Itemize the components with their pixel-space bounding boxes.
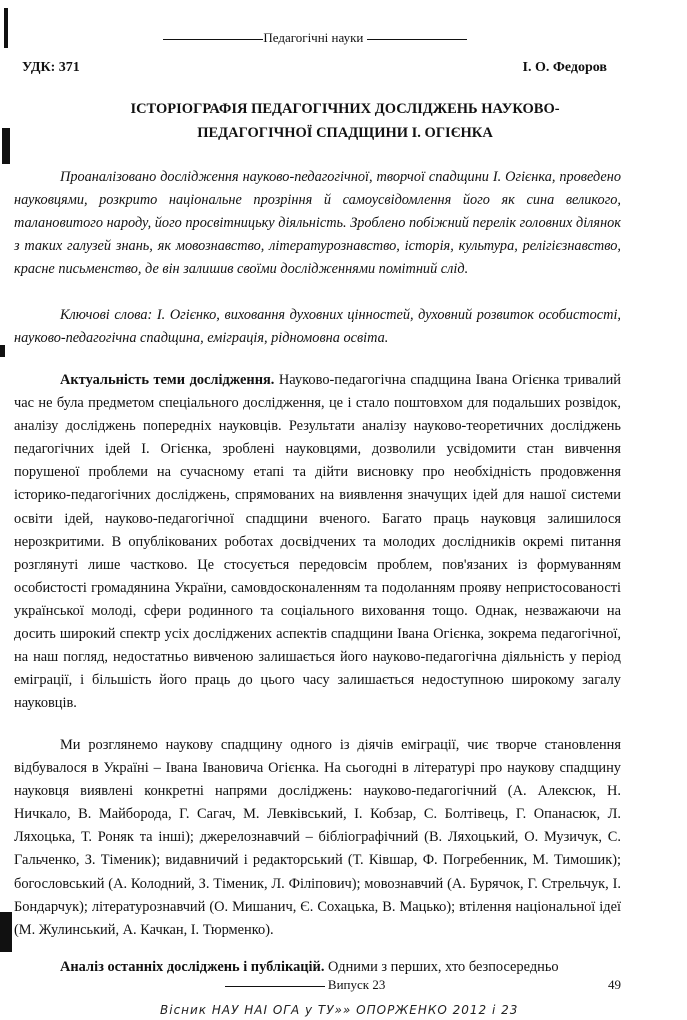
issue-label: Випуск 23 (327, 977, 386, 992)
paragraph-text: Науково-педагогічна спадщина Івана Огієнка тривалий час не була предметом спеціального дослідження, це і стало поштовхом для подальших розвідок, аналізу досліджень попередніх науковців. Результати аналізу науково-теоретичних досліджень педагогічних ідей І. Огієнка, зроблені науковцями, дозволили усвідомити стан вивчення порушеної проблеми на сучасному етапі та дійти висновку про необхідність продовження історико-педагогічних досліджень, спрямованих на виявлення значущих ідей для нашої системи освіти ідей, науково-педагогічної спадщини вченого. Багато праць науковця залишилося нерозкритими. В опублікованих роботах досвідчених та молодих дослідників окремі питання розглянуті лише частково. Це стосується передовсім проблем, пов'язаних із формуванням особистості громадянина України, самовдосконаленням та подоланням прояву непристосованості української молоді, сфери родинного та соціального виховання тощо. Однак, незважаючи на досить широкий спектр усіх досліджених аспектів спадщини Івана Огієнка, зокрема педагогічної, на наш погляд, недостатньо вивченою залишається його науково-педагогічна діяльність у період еміграції, і більшість його праць до цього часу залишається недоступною широкому загалу науковців. (14, 372, 621, 712)
handwritten-note: Вісник НАУ НАІ ОГА у ТУ»» ОПОРЖЕНКО 2012 і 23 (160, 1003, 519, 1017)
header-rule-right (367, 39, 467, 40)
scan-mark (0, 345, 5, 357)
running-header (150, 30, 480, 46)
paragraph-heading: Аналіз останніх досліджень і публікацій. (60, 959, 325, 975)
footer-rule-left (225, 986, 325, 987)
keywords: Ключові слова: І. Огієнко, виховання духовних цінностей, духовний розвиток особистості, науково-педагогічна спадщина, еміграція, рідномовна освіта. (14, 307, 621, 346)
udk-code: УДК: 371 (22, 60, 80, 75)
issue-number (170, 977, 440, 993)
page-number: 49 (608, 977, 621, 992)
abstract: Проаналізовано дослідження науково-педагогічної, творчої спадщини І. Огієнка, проведено науковцями, розкрито національне прозріння й самоусвідомлення його як сина великого, талановитого народу, його просвітницьку діяльність. Зроблено побіжний перелік головних ділянок з таких галузей знань, як мовознавство, літературознавство, історія, культура, релігієзнавство, красне письменство, де він залишив своїми дослідженнями помітний слід. (14, 169, 621, 278)
paragraph-heading: Актуальність теми дослідження. (60, 372, 275, 388)
article-title (40, 97, 650, 145)
paragraph-text: Одними з перших, хто безпосередньо (324, 959, 559, 975)
scan-mark (0, 912, 12, 952)
paragraph-research-directions: Ми розглянемо наукову спадщину одного із діячів еміграції, чиє творче становлення відбувалося в Україні – Івана Івановича Огієнка. На сьогодні в літературі про наукову спадщину науковця виявлені конкретні напрями досліджень: науково-педагогічний (А. Алексюк, Н. Ничкало, В. Майборода, Г. Сагач, М. Левківський, І. Кобзар, С. Болтівець, Г. Опанасюк, Л. Ляхоцька, Т. Роняк та інші); джерелознавчий – бібліографічний (В. Ляхоцький, О. Музичук, С. Гальченко, З. Тіменик); видавничий і редакторський (Т. Ківшар, Ф. Погребенник, М. Тимошик); богословський (А. Колодний, З. Тіменик, Л. Філіпович); мовознавчий (А. Бурячок, Г. Стрельчук, І. Бондарчук); літературознавчий (О. Мишанич, Є. Сохацька, В. Мацько); втілення національної ідеї (М. Жулинський, А. Качкан, І. Тюрменко). (14, 737, 621, 938)
article-title-line-1: ІСТОРІОГРАФІЯ ПЕДАГОГІЧНИХ ДОСЛІДЖЕНЬ НАУКОВО- (130, 101, 560, 117)
scan-mark (2, 128, 10, 164)
paragraph-relevance (14, 369, 621, 715)
section-title: Педагогічні науки (263, 30, 364, 45)
paragraph-literature-analysis (14, 956, 621, 979)
author-name: І. О. Федоров (522, 60, 607, 75)
article-title-line-2: ПЕДАГОГІЧНОЇ СПАДЩИНИ І. ОГІЄНКА (197, 125, 493, 141)
header-rule-left (163, 39, 263, 40)
scan-mark (4, 8, 8, 48)
